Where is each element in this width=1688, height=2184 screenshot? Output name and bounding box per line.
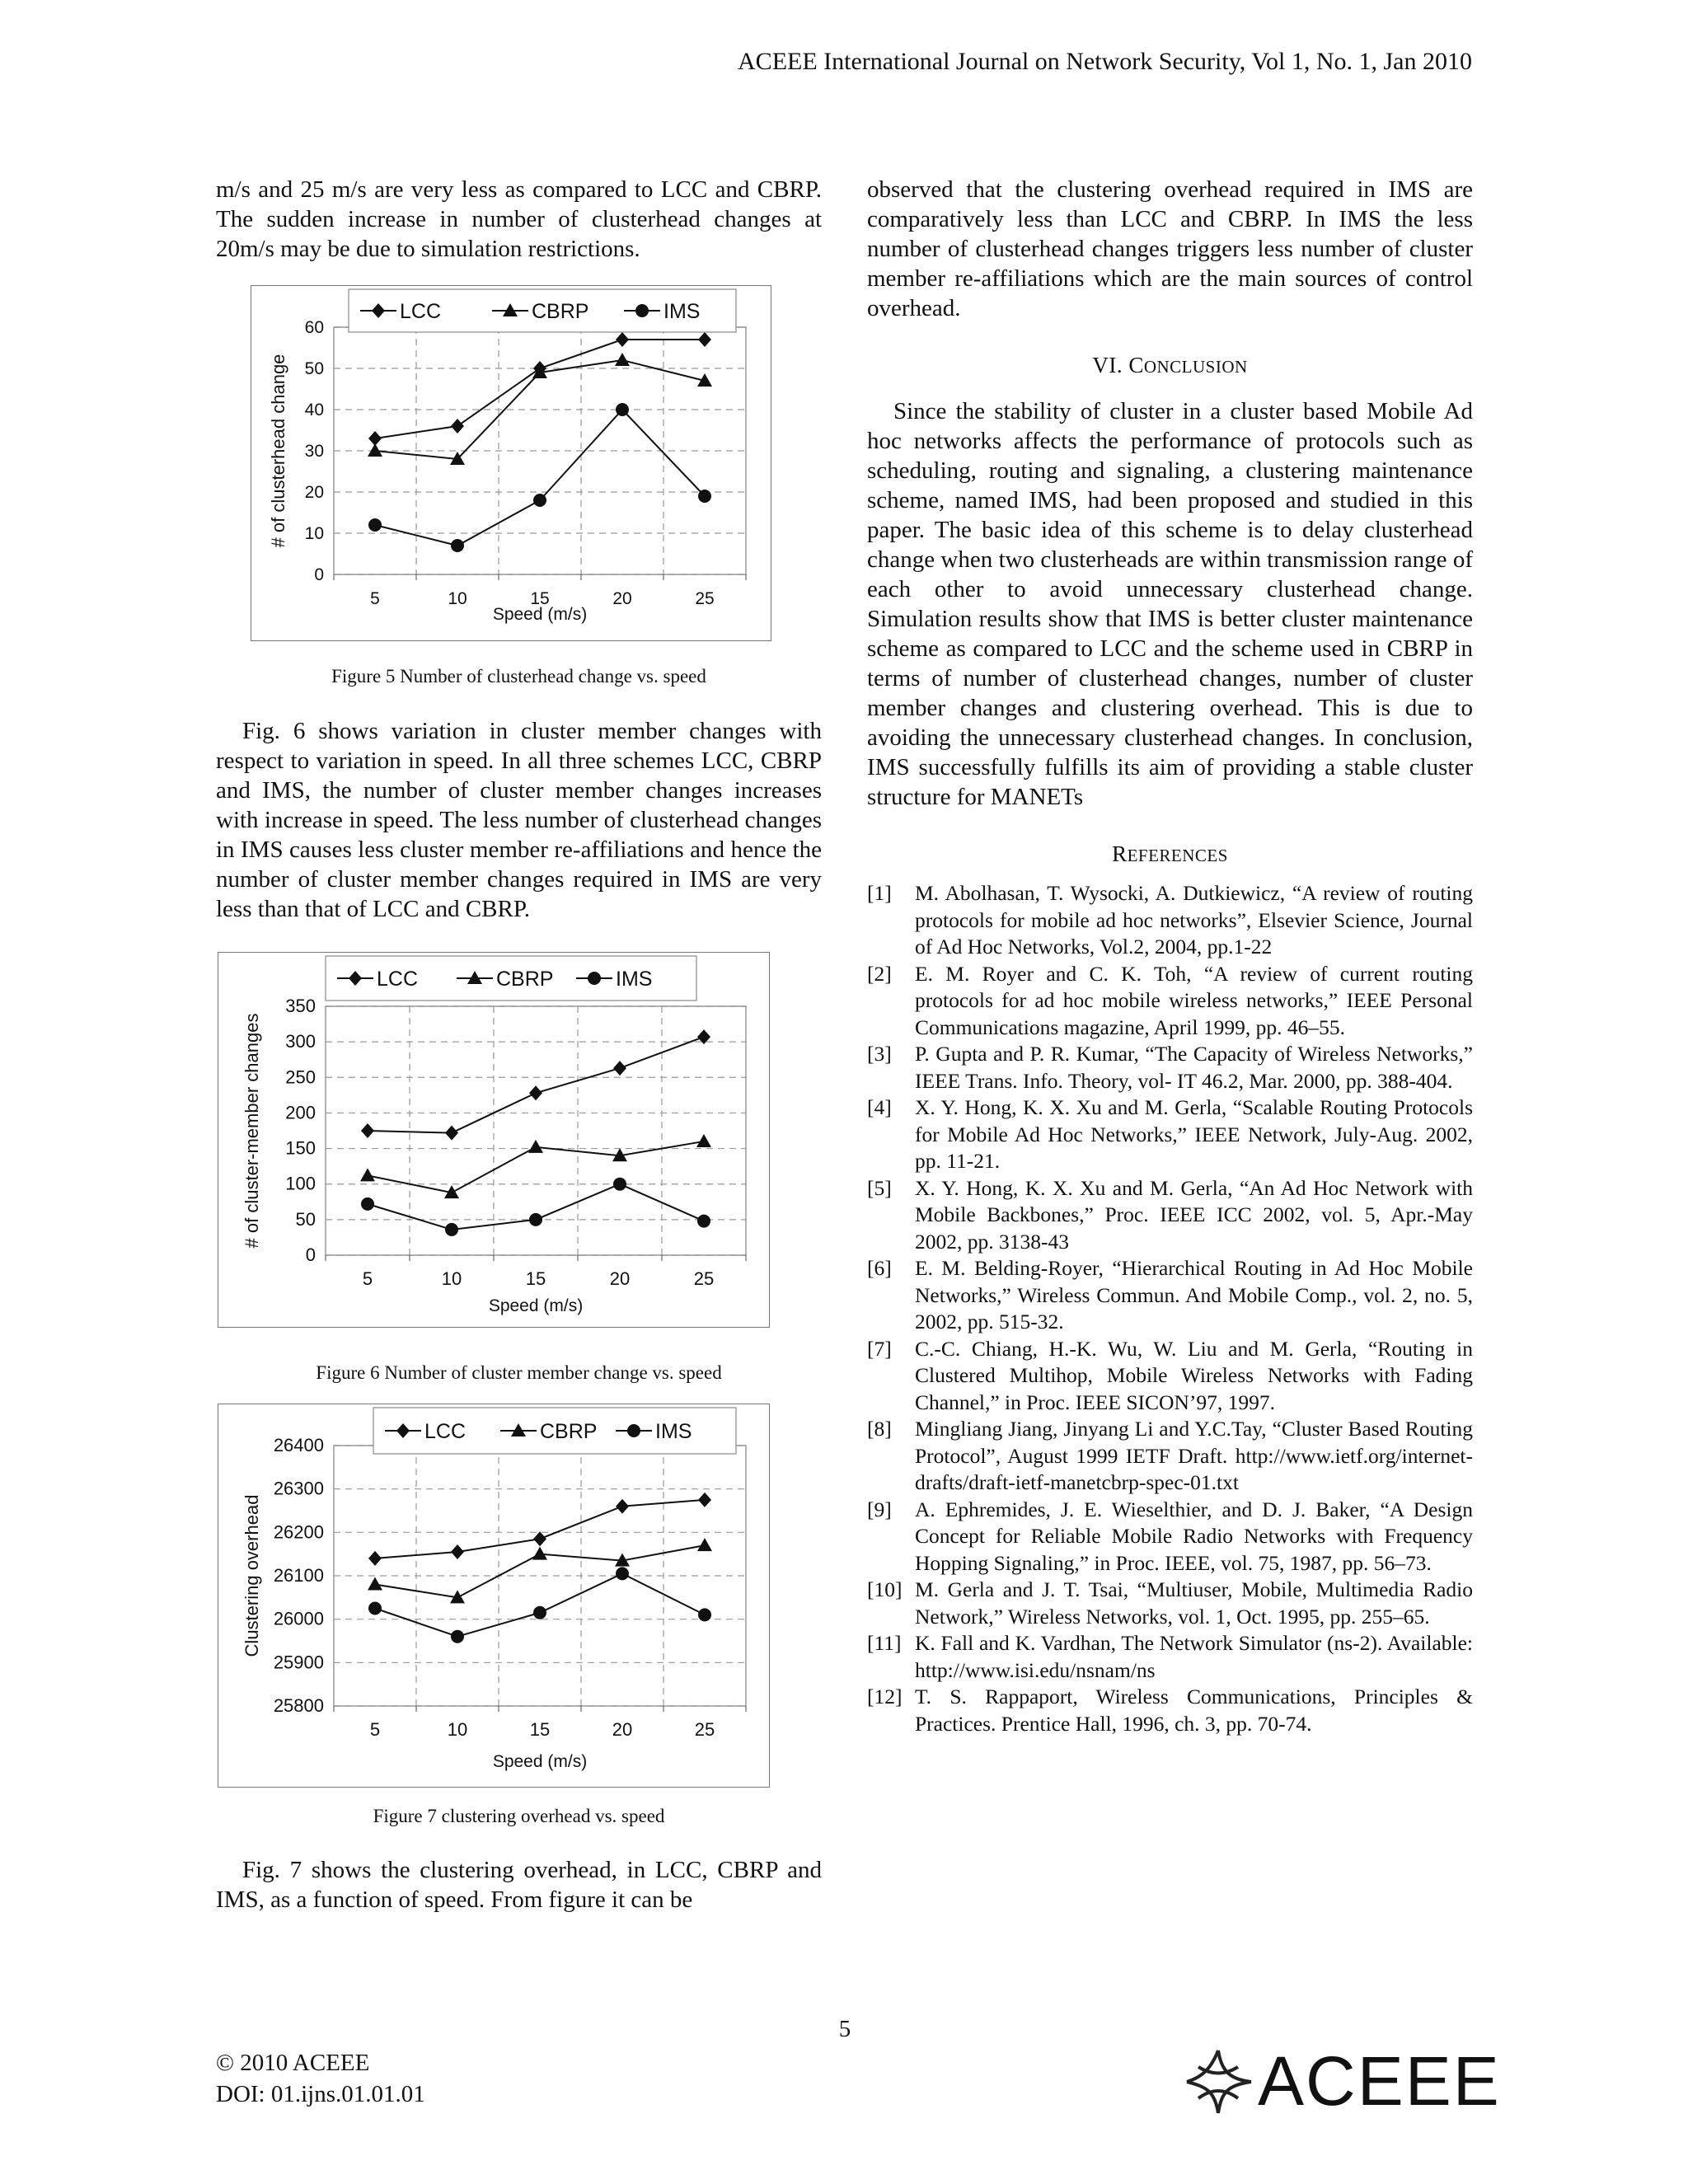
reference-item — [867, 1416, 1473, 1497]
reference-text: M. Abolhasan, T. Wysocki, A. Dutkiewicz, “A review of routing protocols for mobile ad hoc networks”, Elsevier Science, Journal of Ad Hoc Networks, Vol.2, 2004, pp.1-22 — [915, 881, 1473, 958]
reference-item — [867, 1175, 1473, 1256]
data-point-ims — [368, 1602, 382, 1615]
reference-item — [867, 880, 1473, 961]
series-line-ims — [375, 410, 705, 546]
data-point-ims — [445, 1223, 458, 1236]
x-tick-label: 25 — [695, 589, 715, 608]
running-header: ACEEE International Journal on Network Security, Vol 1, No. 1, Jan 2010 — [738, 48, 1472, 75]
x-axis-label: Speed (m/s) — [492, 605, 588, 624]
data-point-cbrp — [696, 1134, 711, 1147]
series-cbrp — [360, 1134, 711, 1198]
reference-text: X. Y. Hong, K. X. Xu and M. Gerla, “An Ad Hoc Network with Mobile Backbones,” Proc. IEEE ICC 2002, vol. 5, Apr.-May 2002, pp. 3138-43 — [915, 1175, 1473, 1254]
x-tick-label: 10 — [441, 1268, 462, 1289]
y-tick-label: 350 — [285, 996, 316, 1016]
x-tick-label: 5 — [370, 589, 380, 608]
data-point-lcc — [616, 1499, 629, 1514]
reference-text: E. M. Royer and C. K. Toh, “A review of current routing protocols for ad hoc mobile wireless networks,” IEEE Personal Communications magazine, April 1999, pp. 46–55. — [915, 961, 1473, 1039]
legend-marker-ims — [588, 972, 601, 985]
legend-label-cbrp: CBRP — [540, 1420, 598, 1443]
reference-item — [867, 1630, 1473, 1684]
reference-item — [867, 1336, 1473, 1417]
data-point-lcc — [451, 1544, 464, 1559]
figure-6-chart — [218, 953, 769, 1327]
x-tick-label: 10 — [448, 589, 467, 608]
star-swirl-icon — [1187, 2050, 1251, 2113]
series-lcc — [361, 1029, 710, 1140]
y-tick-label: 26200 — [273, 1521, 324, 1543]
reference-number: [10] — [867, 1577, 903, 1601]
reference-item — [867, 1684, 1473, 1737]
y-tick-label: 26100 — [273, 1565, 324, 1586]
reference-item — [867, 1041, 1473, 1094]
reference-number: [9] — [867, 1497, 892, 1521]
reference-number: [5] — [867, 1175, 892, 1200]
x-tick-label: 5 — [369, 1719, 381, 1740]
legend-label-lcc: LCC — [400, 300, 442, 323]
legend-marker-ims — [627, 1424, 640, 1437]
y-tick-label: 30 — [304, 442, 324, 461]
reference-item — [867, 1497, 1473, 1577]
legend-label-ims: IMS — [616, 968, 653, 991]
left-paragraph-1: m/s and 25 m/s are very less as compared to LCC and CBRP. The sudden increase in number of clusterhead changes at 20m/s may be due to simulation restrictions. — [216, 176, 822, 262]
figure-5 — [251, 285, 771, 641]
left-paragraph-2: Fig. 6 shows variation in cluster member changes with respect to variation in speed. In all three schemes LCC, CBRP and IMS, the number of cluster member changes increases with increase in speed. The less number of clusterhead changes in IMS causes less cluster member re-affiliations and hence the number of cluster member changes required in IMS are very less than that of LCC and CBRP. — [216, 718, 822, 922]
data-point-lcc — [533, 1531, 546, 1546]
reference-text: C.-C. Chiang, H.-K. Wu, W. Liu and M. Gerla, “Routing in Clustered Multihop, Mobile Wireless Networks with Fading Channel,” in Proc. IEEE SICON’97, 1997. — [915, 1336, 1473, 1414]
data-point-ims — [368, 518, 382, 532]
figure-6 — [218, 952, 770, 1328]
figure-5-chart — [251, 286, 771, 640]
data-point-lcc — [616, 332, 629, 347]
legend-label-cbrp: CBRP — [532, 300, 589, 323]
x-tick-label: 25 — [694, 1719, 715, 1740]
reference-item — [867, 1577, 1473, 1630]
doi: DOI: 01.ijns.01.01.01 — [216, 2081, 425, 2107]
data-point-lcc — [445, 1126, 458, 1141]
y-axis-label: # of cluster-member changes — [241, 1013, 262, 1249]
y-tick-label: 50 — [304, 359, 324, 378]
x-tick-label: 20 — [612, 589, 632, 608]
x-tick-label: 20 — [612, 1719, 633, 1740]
right-paragraph-1: observed that the clustering overhead required in IMS are comparatively less than LCC and CBRP. In IMS the less number of clusterhead changes triggers less number of cluster member re-affiliations which are the main sources of control overhead. — [867, 176, 1473, 321]
legend — [326, 956, 696, 1001]
conclusion-heading-lead: VI. C — [1092, 353, 1144, 377]
y-tick-label: 0 — [305, 1244, 316, 1265]
reference-number: [2] — [867, 961, 892, 986]
data-point-ims — [698, 1608, 711, 1621]
references-heading-rest: EFERENCES — [1127, 846, 1228, 865]
x-tick-label: 10 — [447, 1719, 468, 1740]
reference-number: [1] — [867, 881, 892, 905]
y-tick-label: 26400 — [273, 1435, 324, 1455]
reference-item — [867, 961, 1473, 1042]
reference-list — [867, 880, 1473, 1737]
page-number: 5 — [838, 2016, 851, 2042]
data-point-ims — [613, 1178, 626, 1191]
data-point-ims — [533, 1606, 546, 1619]
copyright: © 2010 ACEEE — [216, 2050, 370, 2076]
y-tick-label: 150 — [285, 1137, 316, 1159]
legend-label-lcc: LCC — [424, 1420, 467, 1443]
y-tick-label: 50 — [295, 1208, 316, 1230]
series-ims — [368, 1567, 711, 1643]
legend — [349, 289, 736, 332]
y-axis-label: # of clusterhead change — [268, 354, 288, 548]
reference-text: M. Gerla and J. T. Tsai, “Multiuser, Mobile, Multimedia Radio Network,” Wireless Networks, vol. 1, Oct. 1995, pp. 255–65. — [915, 1577, 1473, 1629]
reference-number: [12] — [867, 1685, 903, 1708]
data-point-cbrp — [368, 1577, 382, 1591]
reference-text: K. Fall and K. Vardhan, The Network Simulator (ns-2). Available: http://www.isi.edu/nsnam/ns — [915, 1631, 1473, 1682]
y-tick-label: 200 — [285, 1102, 316, 1123]
y-tick-label: 26000 — [273, 1608, 324, 1629]
y-tick-label: 250 — [285, 1066, 316, 1088]
aceee-logo — [1179, 2042, 1501, 2120]
data-point-cbrp — [360, 1168, 375, 1181]
data-point-cbrp — [615, 353, 630, 366]
data-point-ims — [533, 494, 546, 507]
left-column — [216, 175, 822, 1915]
references-heading — [867, 841, 1473, 867]
reference-number: [3] — [867, 1042, 892, 1066]
gridlines — [334, 1446, 746, 1706]
y-tick-label: 26300 — [273, 1478, 324, 1499]
y-tick-label: 40 — [304, 401, 324, 419]
conclusion-paragraph: Since the stability of cluster in a cluster based Mobile Ad hoc networks affects the performance of protocols such as scheduling, routing and signaling, a clustering maintenance scheme, named IMS, had been proposed and studied in this paper. The basic idea of this scheme is to delay clusterhead change when two clusterheads are within transmission range of each other to avoid unnecessary clusterhead change. Simulation results show that IMS is better cluster maintenance scheme as compared to LCC and the scheme used in CBRP in terms of number of clusterhead changes, number of cluster member changes and clustering overhead. This is due to avoiding the unnecessary clusterhead changes. In conclusion, IMS successfully fulfills its aim of providing a stable cluster structure for MANETs — [867, 398, 1473, 810]
series-ims — [368, 403, 711, 552]
series-line-lcc — [375, 340, 705, 438]
data-point-lcc — [698, 332, 711, 347]
y-tick-label: 25900 — [273, 1652, 324, 1673]
reference-text: P. Gupta and P. R. Kumar, “The Capacity of Wireless Networks,” IEEE Trans. Info. Theory, vol- IT 46.2, Mar. 2000, pp. 388-404. — [915, 1042, 1473, 1093]
series-cbrp — [368, 353, 712, 465]
x-axis-label: Speed (m/s) — [488, 1296, 584, 1315]
legend — [373, 1408, 736, 1454]
y-axis-label: Clustering overhead — [241, 1494, 262, 1657]
reference-text: Mingliang Jiang, Jinyang Li and Y.C.Tay, “Cluster Based Routing Protocol”, August 1999 IETF Draft. http://www.ietf.org/internet-drafts/draft-ietf-manetcbrp-spec-01.txt — [915, 1417, 1473, 1494]
data-point-lcc — [368, 1551, 382, 1566]
legend-marker-ims — [635, 304, 649, 317]
reference-number: [4] — [867, 1095, 892, 1119]
logo-text: ACEEE — [1258, 2042, 1501, 2120]
figure-7-caption: Figure 7 clustering overhead vs. speed — [373, 1806, 665, 1826]
x-tick-label: 5 — [362, 1268, 373, 1289]
x-tick-label: 20 — [609, 1268, 631, 1289]
data-point-ims — [616, 1567, 629, 1580]
data-point-ims — [529, 1213, 542, 1226]
series-ims — [361, 1178, 710, 1236]
data-point-lcc — [361, 1123, 374, 1138]
x-tick-label: 15 — [529, 1719, 551, 1740]
data-point-cbrp — [697, 1538, 712, 1551]
legend-label-ims: IMS — [655, 1420, 692, 1443]
data-point-ims — [697, 1215, 710, 1228]
y-tick-label: 60 — [304, 318, 324, 337]
x-tick-label: 15 — [530, 589, 550, 608]
figure-6-caption: Figure 6 Number of cluster member change vs. speed — [316, 1362, 722, 1383]
data-point-ims — [361, 1197, 374, 1211]
figure-7 — [218, 1404, 770, 1788]
data-point-cbrp — [368, 443, 382, 457]
y-tick-label: 20 — [304, 483, 324, 502]
reference-number: [6] — [867, 1256, 892, 1280]
data-point-lcc — [451, 419, 464, 434]
series-line-lcc — [368, 1037, 704, 1132]
y-tick-label: 300 — [285, 1031, 316, 1052]
reference-number: [11] — [867, 1631, 902, 1655]
data-point-lcc — [698, 1493, 711, 1507]
footer-copyright-block — [216, 2047, 425, 2110]
data-point-ims — [451, 1630, 464, 1643]
figure-7-chart — [218, 1404, 769, 1787]
legend-label-lcc: LCC — [377, 968, 419, 991]
right-column — [867, 175, 1473, 1737]
x-axis-label: Speed (m/s) — [492, 1752, 588, 1771]
reference-text: A. Ephremides, J. E. Wieselthier, and D. J. Baker, “A Design Concept for Reliable Mobile Radio Networks with Frequency Hopping Signaling,” in Proc. IEEE, vol. 75, 1987, pp. 56–73. — [915, 1497, 1473, 1575]
y-tick-label: 25800 — [273, 1695, 324, 1716]
y-tick-label: 100 — [285, 1173, 316, 1194]
data-point-ims — [451, 539, 464, 552]
x-tick-label: 25 — [693, 1268, 715, 1289]
reference-number: [8] — [867, 1417, 892, 1441]
reference-item — [867, 1094, 1473, 1175]
conclusion-heading — [867, 353, 1473, 378]
y-tick-label: 0 — [314, 565, 324, 584]
reference-text: X. Y. Hong, K. X. Xu and M. Gerla, “Scalable Routing Protocols for Mobile Ad Hoc Networks,” IEEE Network, July-Aug. 2002, pp. 11-21. — [915, 1095, 1473, 1173]
x-tick-label: 15 — [525, 1268, 546, 1289]
reference-number: [7] — [867, 1336, 892, 1361]
y-tick-label: 10 — [304, 524, 324, 543]
reference-item — [867, 1255, 1473, 1336]
data-point-lcc — [613, 1061, 626, 1076]
reference-text: E. M. Belding-Royer, “Hierarchical Routing in Ad Hoc Mobile Networks,” Wireless Commun. And Mobile Comp., vol. 2, no. 5, 2002, pp. 515-32. — [915, 1256, 1473, 1333]
left-paragraph-3: Fig. 7 shows the clustering overhead, in LCC, CBRP and IMS, as a function of speed. From figure it can be — [216, 1857, 822, 1913]
data-point-ims — [698, 490, 711, 503]
reference-text: T. S. Rappaport, Wireless Communications, Principles & Practices. Prentice Hall, 1996, ch. 3, pp. 70-74. — [915, 1685, 1473, 1736]
series-lcc — [368, 332, 711, 446]
series-line-ims — [375, 1573, 705, 1636]
legend-label-ims: IMS — [663, 300, 701, 323]
references-heading-lead: R — [1112, 841, 1128, 866]
conclusion-heading-rest: ONCLUSION — [1143, 357, 1248, 377]
data-point-ims — [616, 403, 629, 416]
legend-label-cbrp: CBRP — [496, 968, 554, 991]
data-point-cbrp — [532, 1547, 547, 1560]
figure-5-caption: Figure 5 Number of clusterhead change vs. speed — [331, 666, 706, 687]
data-point-lcc — [529, 1085, 542, 1100]
data-point-cbrp — [528, 1140, 543, 1153]
